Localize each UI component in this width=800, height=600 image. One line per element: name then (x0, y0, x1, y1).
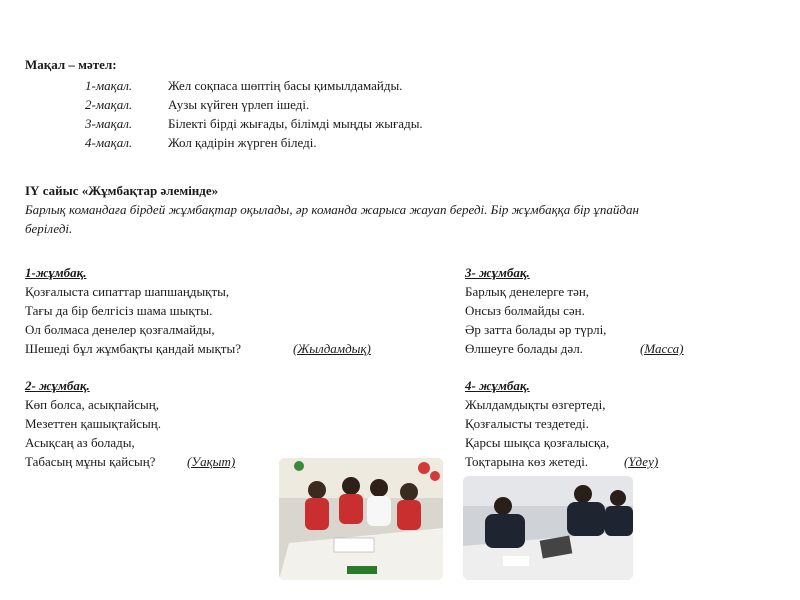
riddle-1-line: Ол болмаса денелер қозғалмайды, (25, 322, 215, 337)
riddle-4-title: 4- жұмбақ. (465, 378, 530, 393)
proverb-text: Жол қадірін жүрген біледі. (168, 135, 317, 150)
proverb-text: Білекті бірді жығады, білімді мыңды жығады. (168, 116, 423, 131)
riddle-2-answer: (Уақыт) (187, 454, 236, 469)
riddle-4-line: Қарсы шықса қозғалысқа, (465, 435, 610, 450)
riddle-3-line: Барлық денелерге тән, (465, 284, 590, 299)
riddle-3-line: Онсыз болмайды сән. (465, 303, 585, 318)
riddle-3-title: 3- жұмбақ. (465, 265, 530, 280)
riddle-4-line: Тоқтарына көз жетеді. (465, 454, 589, 469)
riddle-3-line: Әр затта болады әр түрлі, (465, 322, 607, 337)
classroom-photo-1 (279, 458, 443, 580)
round-description-line-1: Барлық командаға бірдей жұмбақтар оқылады, әр команда жарыса жауап береді. Бір жұмбаққа бір ұпайдан (25, 202, 639, 217)
proverb-number: 2-мақал. (85, 97, 133, 112)
proverbs-heading: Мақал – мәтел: (25, 57, 117, 72)
proverb-number: 1-мақал. (85, 78, 133, 93)
riddle-1-answer: (Жылдамдық) (293, 341, 371, 356)
riddle-2-title: 2- жұмбақ. (25, 378, 90, 393)
riddle-4-answer: (Үдеу) (624, 454, 659, 469)
proverb-number: 3-мақал. (85, 116, 133, 131)
round-description-line-2: беріледі. (25, 221, 73, 236)
riddle-1-line: Тағы да бір белгісіз шама шықты. (25, 303, 213, 318)
classroom-photo-1-image (279, 458, 443, 580)
riddle-3-line: Өлшеуге болады дәл. (465, 341, 583, 356)
riddle-4-line: Қозғалысты тездетеді. (465, 416, 589, 431)
riddle-2-line: Табасың мұны қайсың? (25, 454, 156, 469)
classroom-photo-2 (463, 476, 633, 580)
riddle-2-line: Мезеттен қашықтайсың. (25, 416, 161, 431)
riddle-1-line: Қозғалыста сипаттар шапшаңдықты, (25, 284, 230, 299)
riddle-2-line: Көп болса, асықпайсың, (25, 397, 159, 412)
riddle-2-line: Асықсаң аз болады, (25, 435, 135, 450)
proverb-text: Аузы күйген үрлеп ішеді. (168, 97, 310, 112)
proverb-number: 4-мақал. (85, 135, 133, 150)
riddle-3-answer: (Масса) (640, 341, 684, 356)
riddle-4-line: Жылдамдықты өзгертеді, (465, 397, 606, 412)
proverb-text: Жел соқпаса шөптің басы қимылдамайды. (168, 78, 403, 93)
riddle-1-title: 1-жұмбақ. (25, 265, 87, 280)
riddle-1-line: Шешеді бұл жұмбақты қандай мықты? (25, 341, 241, 356)
round-title: ІҮ сайыс «Жұмбақтар әлемінде» (25, 183, 219, 198)
classroom-photo-2-image (463, 476, 633, 580)
